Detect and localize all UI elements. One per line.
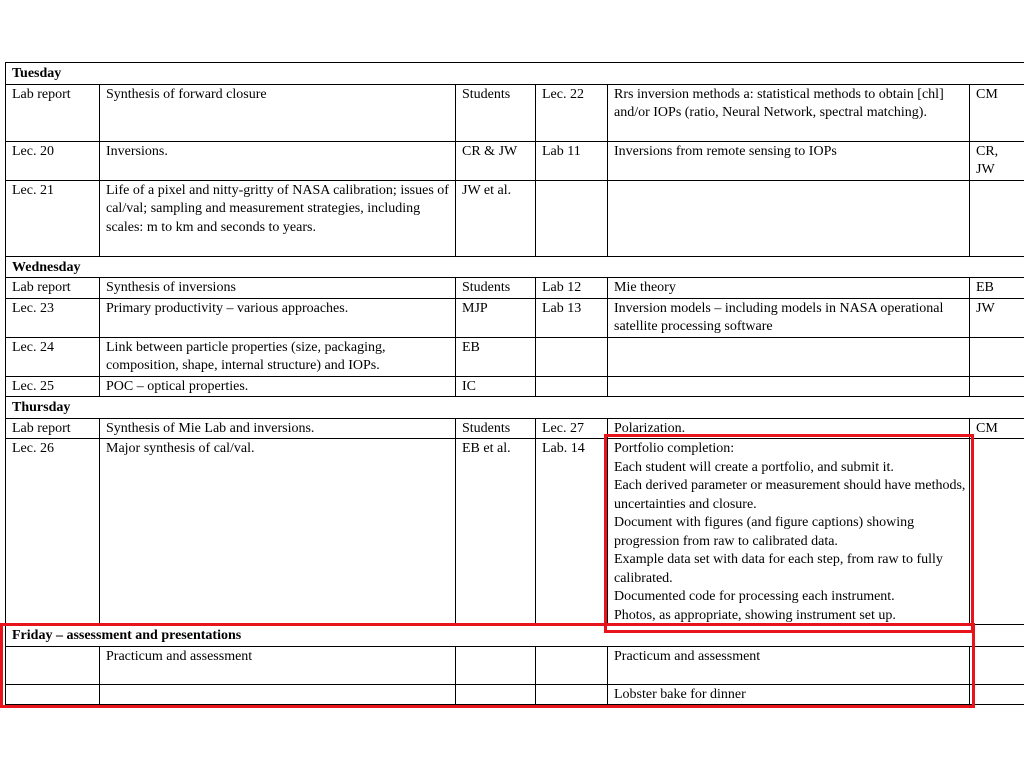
table-row [6,646,1024,684]
cell-session: Lab. 14 [536,439,608,625]
cell-presenter-2 [970,376,1024,397]
table-row [6,376,1024,397]
table-row [6,180,1024,256]
cell-presenter [456,646,536,684]
cell-type: Lec. 25 [6,376,100,397]
cell-presenter: CR & JW [456,141,536,180]
cell-session [536,684,608,705]
cell-topic: POC – optical properties. [100,376,456,397]
cell-presenter-2: CM [970,84,1024,141]
table-row [6,298,1024,337]
cell-session: Lab 11 [536,141,608,180]
table-row [6,418,1024,439]
cell-topic-2 [608,376,970,397]
day-label: Tuesday [6,63,1024,85]
cell-session [536,376,608,397]
day-header-friday [6,625,1024,647]
table-row [6,337,1024,376]
table-row [6,84,1024,141]
cell-topic: Synthesis of Mie Lab and inversions. [100,418,456,439]
cell-presenter-2 [970,180,1024,256]
cell-topic-2 [608,337,970,376]
schedule-table [5,62,1024,705]
table-row [6,684,1024,705]
cell-presenter: EB et al. [456,439,536,625]
cell-presenter: MJP [456,298,536,337]
cell-presenter-2 [970,439,1024,625]
cell-session [536,337,608,376]
day-header-thursday [6,397,1024,419]
cell-type: Lec. 23 [6,298,100,337]
cell-type: Lab report [6,278,100,299]
cell-topic-2: Mie theory [608,278,970,299]
cell-topic-2: Practicum and assessment [608,646,970,684]
cell-session: Lec. 22 [536,84,608,141]
portfolio-text: Portfolio completion: Each student will create a portfolio, and submit it. Each derived parameter or measurement should have methods, uncertainties and closure. Document with figures (and figure captions) showing progression from raw to calibrated data. Example data set with data for each step, from raw to fully calibrated. Documented code for processing each instrument. Photos, as appropriate, showing instrument set up. [614,441,966,623]
cell-type: Lab report [6,84,100,141]
cell-presenter-2: EB [970,278,1024,299]
cell-presenter: Students [456,84,536,141]
cell-session [536,180,608,256]
cell-topic: Synthesis of forward closure [100,84,456,141]
cell-type: Lec. 20 [6,141,100,180]
table-row [6,141,1024,180]
day-header-wednesday [6,256,1024,278]
cell-session [536,646,608,684]
day-label: Friday – assessment and presentations [6,625,1024,647]
cell-presenter: IC [456,376,536,397]
cell-session: Lab 13 [536,298,608,337]
cell-presenter: EB [456,337,536,376]
cell-presenter-2: JW [970,298,1024,337]
cell-topic: Major synthesis of cal/val. [100,439,456,625]
cell-topic: Inversions. [100,141,456,180]
cell-topic-2: Inversions from remote sensing to IOPs [608,141,970,180]
day-label: Wednesday [6,256,1024,278]
cell-type: Lec. 21 [6,180,100,256]
cell-presenter: Students [456,418,536,439]
cell-presenter [456,684,536,705]
day-header-tuesday [6,63,1024,85]
cell-portfolio [608,439,970,625]
cell-type: Lec. 24 [6,337,100,376]
cell-topic: Primary productivity – various approaches. [100,298,456,337]
cell-topic [100,684,456,705]
cell-presenter-2 [970,684,1024,705]
day-label: Thursday [6,397,1024,419]
cell-topic-2: Polarization. [608,418,970,439]
cell-topic: Practicum and assessment [100,646,456,684]
cell-type: Lab report [6,418,100,439]
cell-type [6,646,100,684]
cell-session: Lab 12 [536,278,608,299]
cell-topic: Link between particle properties (size, packaging, composition, shape, internal structure) and IOPs. [100,337,456,376]
cell-topic-2: Inversion models – including models in NASA operational satellite processing software [608,298,970,337]
table-row [6,439,1024,625]
cell-presenter-2: CM [970,418,1024,439]
cell-topic-2: Rrs inversion methods a: statistical methods to obtain [chl] and/or IOPs (ratio, Neural Network, spectral matching). [608,84,970,141]
cell-topic: Life of a pixel and nitty-gritty of NASA calibration; issues of cal/val; sampling and measurement strategies, including scales: m to km and seconds to years. [100,180,456,256]
cell-session: Lec. 27 [536,418,608,439]
cell-presenter-2 [970,337,1024,376]
cell-presenter-2 [970,646,1024,684]
table-row [6,278,1024,299]
cell-topic-2: Lobster bake for dinner [608,684,970,705]
cell-presenter-2: CR, JW [970,141,1024,180]
cell-presenter: Students [456,278,536,299]
cell-type: Lec. 26 [6,439,100,625]
cell-type [6,684,100,705]
cell-topic-2 [608,180,970,256]
cell-presenter: JW et al. [456,180,536,256]
cell-topic: Synthesis of inversions [100,278,456,299]
